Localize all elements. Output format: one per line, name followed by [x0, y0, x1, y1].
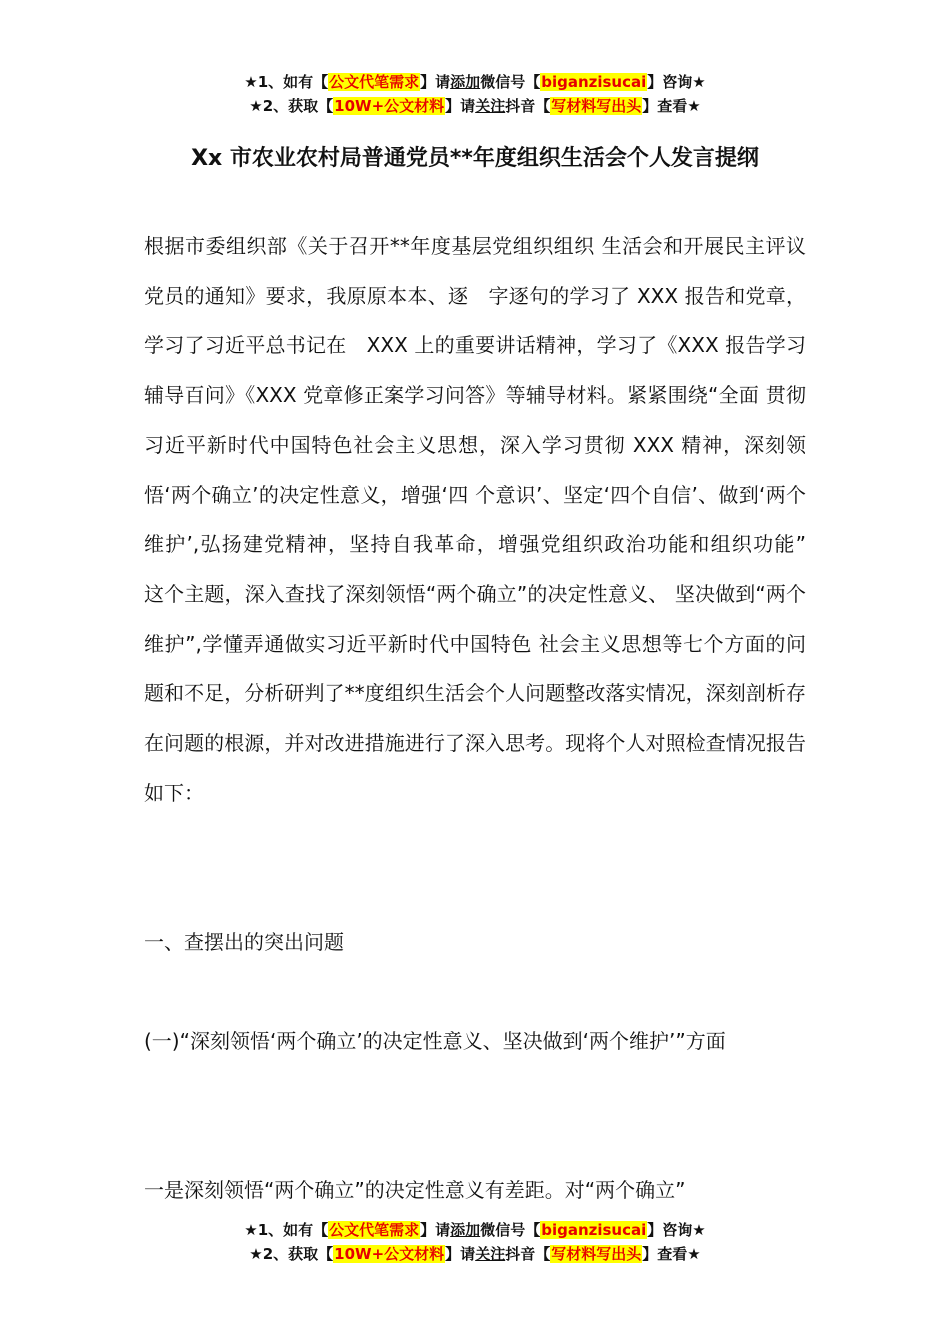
star-icon: ★ [687, 1245, 701, 1263]
promo-text: 2、获取【 [262, 1245, 334, 1263]
promo-text: 】请 [420, 73, 451, 91]
subsection-heading: (一)“深刻领悟‘两个确立’的决定性意义、坚决做到‘两个维护’”方面 [144, 1029, 726, 1053]
promo-emphasis: 关注 [475, 1245, 506, 1263]
promo-text: 】请 [420, 1221, 451, 1239]
promo-highlight: 公文代笔需求 [329, 1221, 420, 1239]
promo-text: 】咨询 [647, 1221, 693, 1239]
document-title: Xx 市农业农村局普通党员**年度组织生活会个人发言提纲 [191, 145, 759, 171]
star-icon: ★ [249, 97, 263, 115]
star-icon: ★ [244, 73, 258, 91]
promo-banner-top [0, 70, 950, 118]
promo-banner-bottom [0, 1218, 950, 1266]
promo-emphasis: 添加 [450, 1221, 481, 1239]
promo-wechat-id: biganzisucai [541, 73, 647, 91]
promo-text: 】请 [445, 97, 476, 115]
promo-text: 】咨询 [647, 73, 693, 91]
promo-text: 】查看 [642, 1245, 688, 1263]
promo-highlight: 公文代笔需求 [329, 73, 420, 91]
promo-douyin-id: 写材料写出头 [551, 1245, 642, 1263]
star-icon: ★ [692, 73, 706, 91]
promo-wechat-id: biganzisucai [541, 1221, 647, 1239]
promo-highlight: 10W+公文材料 [334, 1245, 445, 1263]
promo-highlight: 10W+公文材料 [334, 97, 445, 115]
promo-text: 1、如有【 [257, 1221, 329, 1239]
promo-text: 2、获取【 [262, 97, 334, 115]
promo-line-2 [0, 94, 950, 118]
paragraph-start: 一是深刻领悟“两个确立”的决定性意义有差距。对“两个确立” [144, 1178, 686, 1202]
promo-emphasis: 关注 [475, 97, 506, 115]
promo-text: 抖音【 [505, 1245, 551, 1263]
promo-text: 微信号【 [480, 1221, 541, 1239]
intro-paragraph: 根据市委组织部《关于召开**年度基层党组织组织 生活会和开展民主评议党员的通知》要求，我原原本本、逐 字逐句的学习了 XXX 报告和党章，学习了习近平总书记在 XXX 上的重要讲话精神，学习了《XXX 报告学习辅导百问》《XXX 党章修正案学习问答》等辅导材料。紧紧围绕“全面 贯彻习近平新时代中国特色社会主义思想，深入学习贯彻 XXX 精神，深刻领悟‘两个确立’的决定性意义，增强‘四 个意识’、坚定‘四个自信’、做到‘两个维护’,弘扬建党精神，坚持自我革命，增强党组织政治功能和组织功能” 这个主题，深入查找了深刻领悟“两个确立”的决定性意义、 坚决做到“两个维护”,学懂弄通做实习近平新时代中国特色 社会主义思想等七个方面的问题和不足，分析研判了**度组织生活会个人问题整改落实情况，深刻剖析存在问题的根源，并对改进措施进行了深入思考。现将个人对照检查情况报告如下： [144, 234, 826, 805]
promo-text: 抖音【 [505, 97, 551, 115]
promo-line-1 [0, 70, 950, 94]
promo-text: 】请 [445, 1245, 476, 1263]
promo-line-1 [0, 1218, 950, 1242]
promo-text: 微信号【 [480, 73, 541, 91]
star-icon: ★ [249, 1245, 263, 1263]
promo-emphasis: 添加 [450, 73, 481, 91]
promo-text: 】查看 [642, 97, 688, 115]
star-icon: ★ [687, 97, 701, 115]
promo-line-2 [0, 1242, 950, 1266]
star-icon: ★ [692, 1221, 706, 1239]
section-heading: 一、查摆出的突出问题 [144, 930, 344, 954]
star-icon: ★ [244, 1221, 258, 1239]
promo-text: 1、如有【 [257, 73, 329, 91]
promo-douyin-id: 写材料写出头 [551, 97, 642, 115]
